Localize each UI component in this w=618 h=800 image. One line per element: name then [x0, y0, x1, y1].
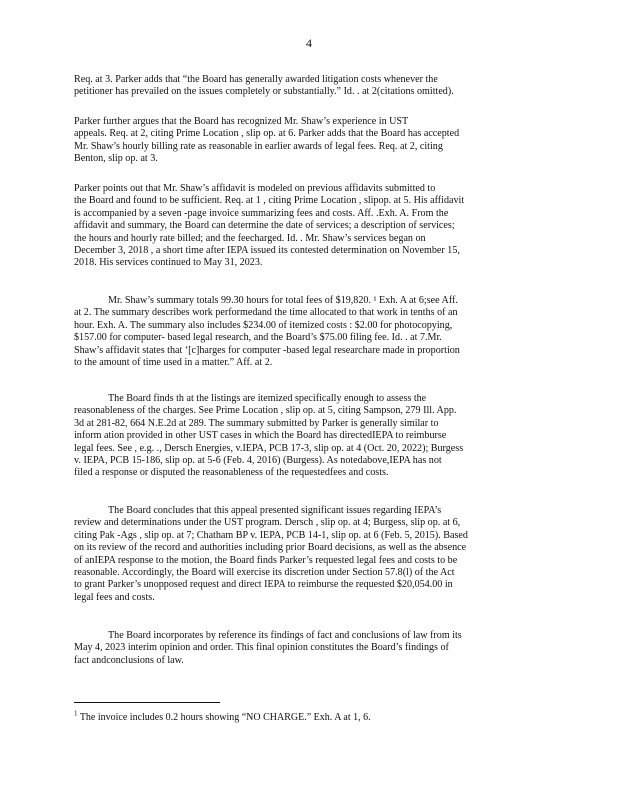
text-line: the hours and hourly rate billed; and the feecharged. Id. . Mr. Shaw’s services began on [74, 232, 426, 244]
text-line: hour. Exh. A. The summary also includes $234.00 of itemized costs : $2.00 for photocopying, [74, 319, 453, 331]
text-line: petitioner has prevailed on the issues completely or substantially.” Id. . at 2(citations omitted). [74, 86, 454, 98]
text-line: The Board concludes that this appeal presented significant issues regarding IEPA’s [108, 505, 442, 516]
footnote-marker: 1 [74, 709, 78, 718]
text-line: $157.00 for computer- based legal research, and the Board’s $75.00 filing fee. Id. . at 7.Mr. [74, 332, 442, 344]
text-line: appeals. Req. at 2, citing Prime Location , slip op. at 6. Parker adds that the Board has accepted [74, 128, 460, 140]
paragraph [74, 116, 534, 166]
text-line: citing Pak -Ags , slip op. at 7; Chatham BP v. IEPA, PCB 14-1, slip op. at 6 (Feb. 5, 2015). Based [74, 529, 468, 541]
text-line: The Board incorporates by reference its findings of fact and conclusions of law from its [108, 630, 462, 641]
text-line: on its review of the record and authorities including prior Board decisions, as well as the absence [74, 542, 467, 554]
text-line: 3d at 281-82, 664 N.E.2d at 289. The summary submitted by Parker is generally similar to [74, 417, 439, 429]
text-line: to the amount of time used in a matter.” Aff. at 2. [74, 357, 273, 369]
text-line: of anIEPA response to the motion, the Board finds Parker’s requested legal fees and costs to be [74, 554, 458, 566]
text-line: inform ation provided in other UST cases in which the Board has directedIEPA to reimburse [74, 430, 447, 442]
text-line: May 4, 2023 interim opinion and order. This final opinion constitutes the Board’s findings of [74, 642, 449, 654]
paragraph [74, 393, 534, 480]
footnote-text: The invoice includes 0.2 hours showing “NO CHARGE.” Exh. A at 1, 6. [79, 712, 371, 723]
text-line: filed a response or disputed the reasonableness of the requestedfees and costs. [74, 467, 389, 479]
footnote [74, 709, 534, 724]
text-line: legal fees and costs. [74, 591, 155, 603]
text-line: review and determinations under the UST program. Dersch , slip op. at 4; Burgess, slip op. at 6, [74, 517, 461, 529]
paragraph [74, 295, 534, 369]
paragraph [74, 630, 534, 667]
text-line: the Board and found to be sufficient. Req. at 1 , citing Prime Location , slipop. at 5. His affidavit [74, 195, 465, 207]
text-line: Parker points out that Mr. Shaw’s affidavit is modeled on previous affidavits submitted to [74, 183, 436, 194]
text-line: affidavit and summary, the Board can determine the date of services; a description of services; [74, 220, 455, 232]
text-line: fact andconclusions of law. [74, 654, 184, 666]
paragraph [74, 183, 534, 270]
text-line: reasonable. Accordingly, the Board will exercise its discretion under Section 57.8(l) of the Act [74, 567, 455, 579]
text-line: to grant Parker’s unopposed request and direct IEPA to reimburse the requested $20,054.00 in [74, 579, 453, 591]
text-line: The Board finds th at the listings are itemized specifically enough to assess the [108, 393, 427, 404]
text-line: Benton, slip op. at 3. [74, 153, 158, 165]
text-line: v. IEPA, PCB 15-186, slip op. at 5-6 (Feb. 4, 2016) (Burgess). As notedabove,IEPA has not [74, 455, 442, 467]
text-line: legal fees. See , e.g. ., Dersch Energies, v.IEPA, PCB 17-3, slip op. at 4 (Oct. 20, 2022); Burgess [74, 442, 464, 454]
page-number: 4 [306, 36, 312, 50]
text-line: Parker further argues that the Board has recognized Mr. Shaw’s experience in UST [74, 116, 409, 127]
text-line: is accompanied by a seven -page invoice summarizing fees and costs. Aff. .Exh. A. From the [74, 207, 449, 219]
text-line: 2018. His services continued to May 31, 2023. [74, 257, 263, 269]
text-line: Mr. Shaw’s summary totals 99.30 hours for total fees of $19,820. ¹ Exh. A at 6;see Aff. [108, 295, 458, 306]
text-line: Shaw’s affidavit states that ‘[c]harges for computer -based legal researchare made in proportion [74, 344, 460, 356]
footnote-divider [74, 702, 220, 703]
paragraph [74, 74, 534, 99]
text-line: reasonableness of the charges. See Prime Location , slip op. at 5, citing Sampson, 279 Ill. App. [74, 405, 457, 417]
paragraph [74, 505, 534, 604]
text-line: Req. at 3. Parker adds that “the Board has generally awarded litigation costs whenever the [74, 74, 438, 85]
text-line: at 2. The summary describes work performedand the time allocated to that work in tenths of an [74, 307, 458, 319]
text-line: December 3, 2018 , a short time after IEPA issued its contested determination on November 15, [74, 245, 460, 257]
text-line: Mr. Shaw’s hourly billing rate as reasonable in earlier awards of legal fees. Req. at 2, citing [74, 140, 443, 152]
